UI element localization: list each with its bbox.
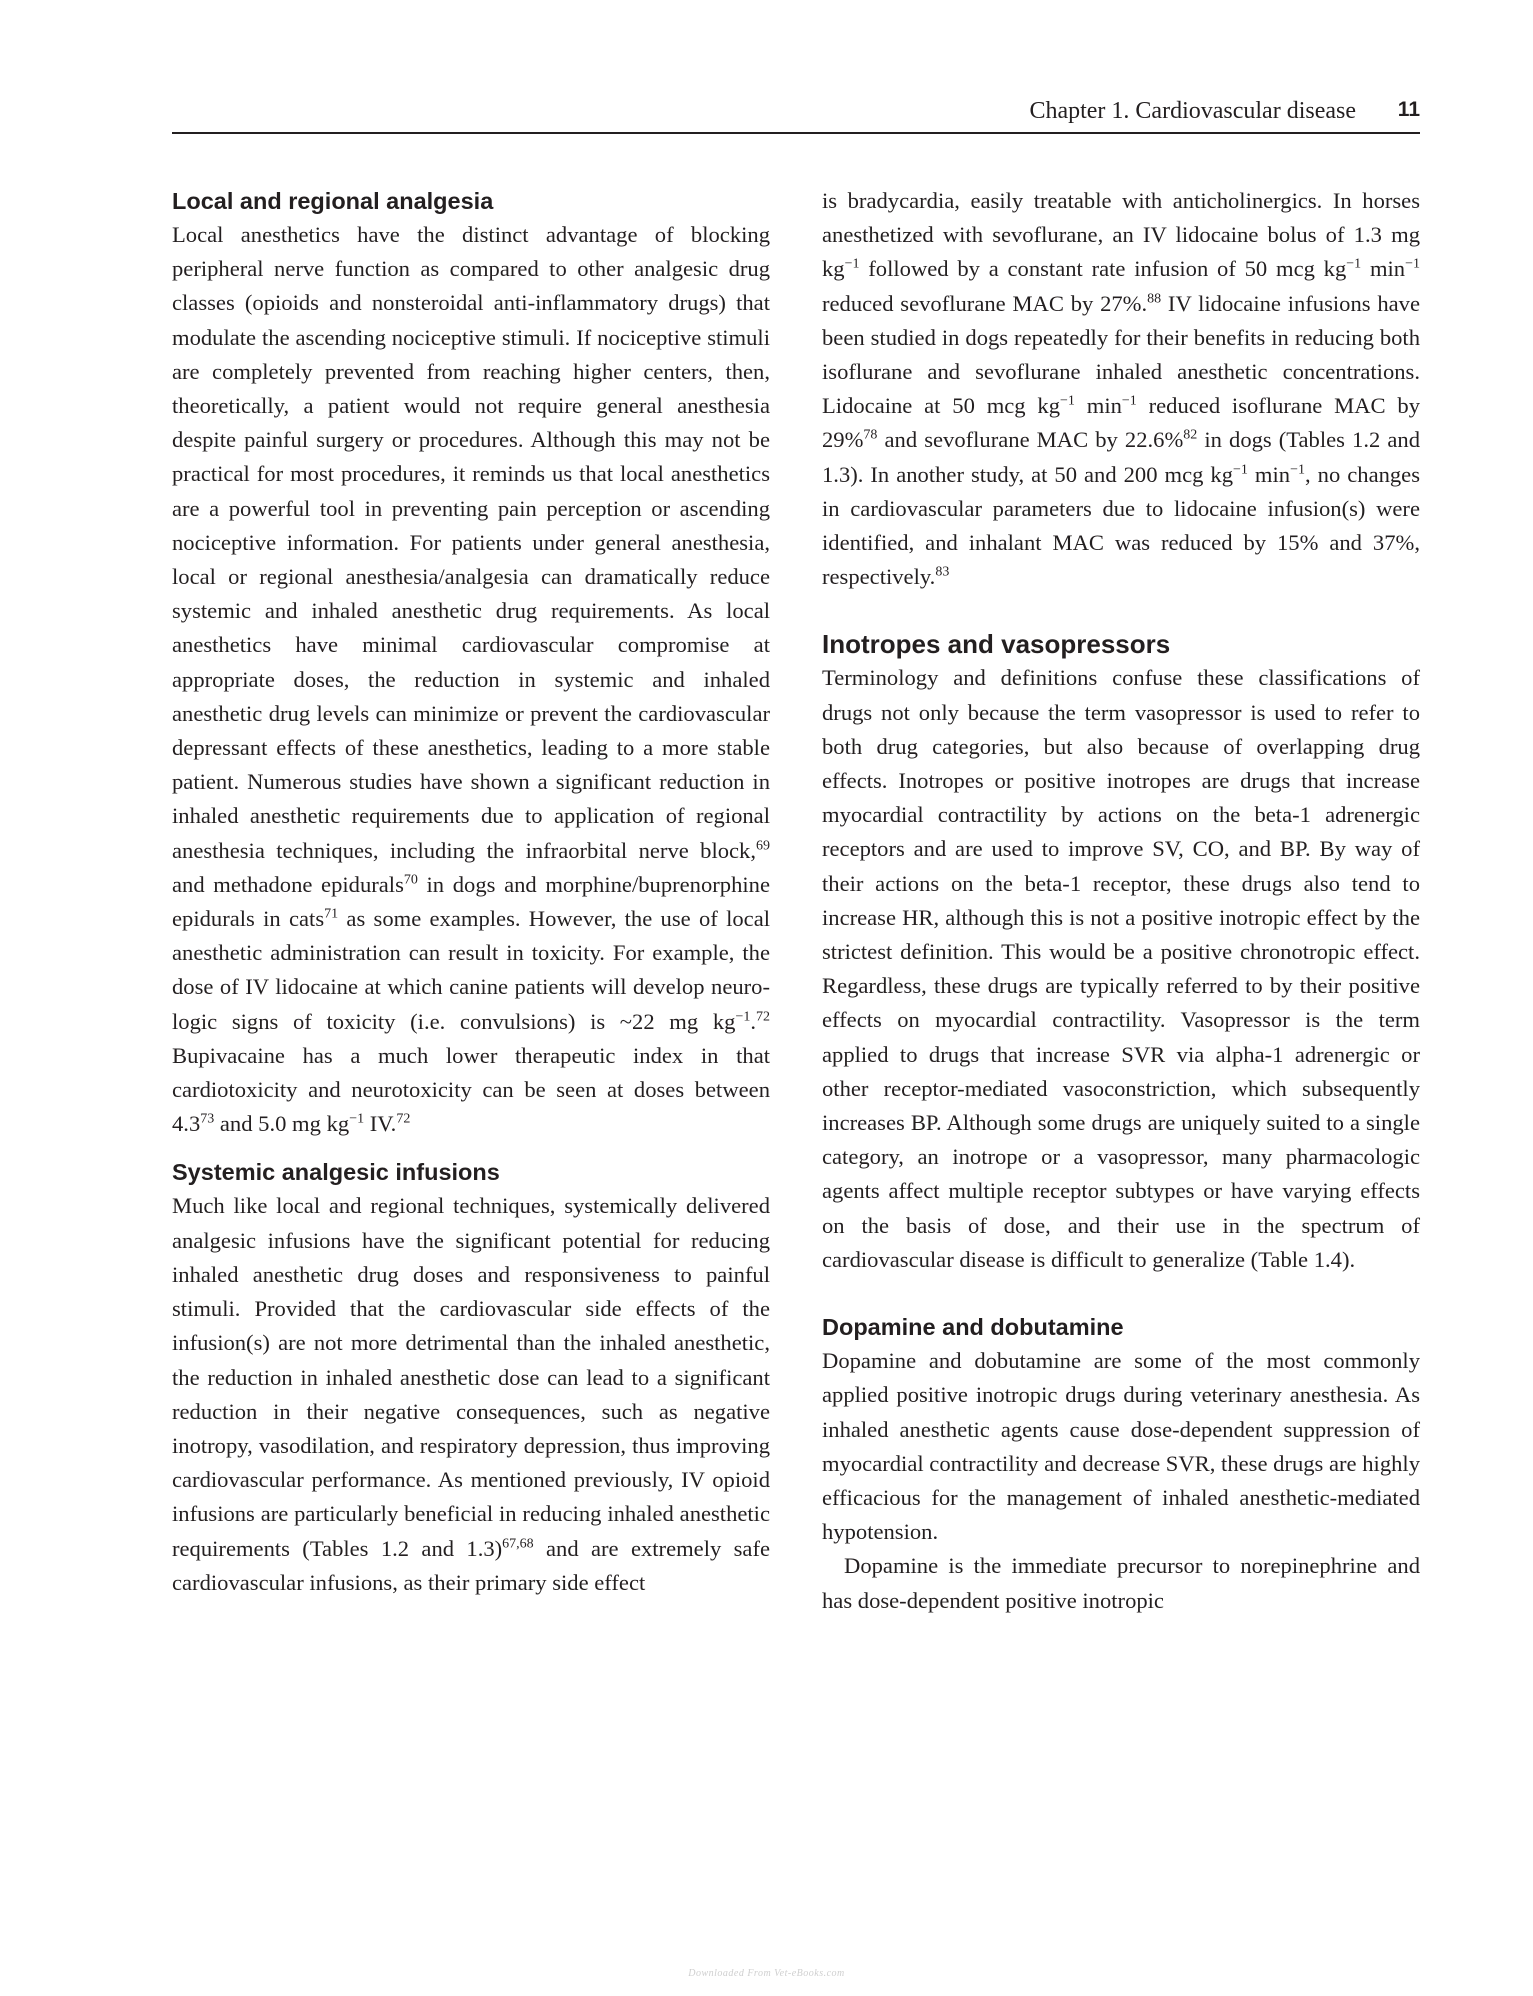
paragraph-systemic-analgesic-infusions: Much like local and regional techniques, systemically delivered analgesic infusions have the significant potential for reducing inhaled anesthetic drug doses and responsiveness to painful stimuli. Provided that the cardiovascular side effects of the infusion(s) are not more detrimental than the inhaled anesthetic, the reduction in inhaled anesthetic dose can lead to a significant reduction in their negative consequences, such as negative inotropy, vasodilation, and respiratory depression, thus improving cardiovascular performance. As mentioned previously, IV opioid infusions are particularly beneficial in reducing inhaled anesthetic requirements (Tables 1.2 and 1.3)$^{67,68}$ and are extremely safe cardiovascular infusions, as their primary side effect: [172, 1193, 770, 1595]
section-heading-local-regional-analgesia: Local and regional analgesia: [172, 188, 494, 214]
exponent: −1: [1405, 256, 1420, 272]
right-column: [822, 184, 1420, 1618]
citation: 73: [200, 1111, 215, 1127]
citation: 88: [1147, 290, 1162, 306]
paragraph-inotropes-vasopressors: Terminology and definitions confuse these classifications of drugs not only because the term vasopressor is used to refer to both drug categories, but also because of overlapping drug effects. Inotropes or positive inotropes are drugs that increase myocardial contractility by actions on the beta-1 adrenergic receptors and are used to improve SV, CO, and BP. By way of their actions on the beta-1 receptor, these drugs also tend to increase HR, although this is not a positive inotropic effect by the strictest definition. This would be a positive chronotropic effect. Regardless, these drugs are typically referred to by their positive effects on myocardial contractility. Vasopressor is the term applied to drugs that increase SVR via alpha-1 adrenergic or other receptor-mediated vasoconstriction, which subsequently increases BP. Although some drugs are uniquely suited to a single category, an inotrope or a vasopressor, many pharmacologic agents affect multiple receptor subtypes or have varying effects on the basis of dose, and their use in the spectrum of cardiovascular disease is difficult to generalize (Table 1.4).: [822, 665, 1420, 1272]
citation: 72: [756, 1009, 770, 1024]
citation: 71: [324, 906, 339, 922]
exponent: −1: [1290, 461, 1305, 477]
exponent: −1: [1060, 393, 1075, 409]
exponent: −1: [1233, 461, 1248, 477]
exponent: −1: [349, 1111, 365, 1127]
citation: 67,68: [502, 1535, 534, 1551]
citation: 72: [396, 1111, 411, 1127]
exponent: −1: [1346, 256, 1362, 272]
paragraph-lidocaine-continued: is bradycardia, easily treatable with anticholinergics. In horses anesthetized with sevoflurane, an IV lidocaine bolus of 1.3 mg $kg^{-1}$ followed by a constant rate infusion of 50 mcg $kg^{-1}$ $\min^{-1}$ reduced sevoflurane MAC by 27%.$^{88}$ IV lidocaine infusions have been studied in dogs repeatedly for their benefits in reducing both isoflurane and sevoflurane inhaled anesthetic concentrations. Lidocaine at 50 mcg $kg^{-1}$ $\min^{-1}$ reduced isoflurane MAC by 29%$^{78}$ and sevoflurane MAC by 22.6%$^{82}$ in dogs (Tables 1.2 and 1.3). In another study, at 50 and 200 mcg $kg^{-1}$ $\min^{-1}$, no changes in cardiovascular parameters due to lidocaine infusion(s) were identified, and inhalant MAC was reduced by 15% and 37%, respectively.$^{83}$: [822, 188, 1421, 590]
running-header: [172, 96, 1420, 134]
citation: 83: [935, 564, 950, 580]
section-heading-dopamine-dobutamine: Dopamine and dobutamine: [822, 1314, 1124, 1341]
section-heading-systemic-analgesic-infusions: Systemic analgesic infusions: [172, 1159, 500, 1186]
exponent: −1: [844, 256, 860, 272]
exponent: −1: [735, 1009, 751, 1024]
citation: 69: [756, 837, 770, 853]
citation: 78: [863, 427, 878, 443]
paragraph-dopamine: Dopamine is the immediate precursor to norepinephrine and has dose-dependent positive inotropic: [822, 1553, 1420, 1613]
chapter-title: Chapter 1. Cardiovascular disease: [1029, 98, 1356, 124]
exponent: −1: [1121, 393, 1137, 409]
section-heading-inotropes-vasopressors: Inotropes and vasopressors: [822, 629, 1171, 660]
citation: 70: [403, 872, 418, 888]
page-number: 11: [1397, 98, 1420, 121]
download-watermark: Downloaded From Vet-eBooks.com: [688, 1968, 845, 1979]
citation: 82: [1183, 427, 1198, 443]
paragraph-local-regional-analgesia: Local anesthetics have the distinct advantage of blocking peripheral nerve function as compared to other analgesic drug classes (opioids and nonsteroidal anti-inflammatory drugs) that modulate the ascending nociceptive stimuli. If nociceptive stimuli are completely prevented from reaching higher centers, then, theoretically, a patient would not require general anesthesia despite painful surgery or procedures. Although this may not be practical for most procedures, it reminds us that local anesthetics are a powerful tool in preventing pain perception or ascending nociceptive information. For patients under general anesthesia, local or regional anesthesia/analgesia can dramatically reduce systemic and inhaled anesthetic drug requirements. As local anesthetics have minimal cardiovascular compromise at appropriate doses, the reduction in systemic and inhaled anesthetic drug levels can minimize or prevent the cardiovascular depressant effects of these anesthetics, leading to a more stable patient. Numerous studies have shown a significant reduction in inhaled anesthetic requirements due to application of regional anesthesia techniques, including the infraorbital nerve block,$^{69}$ and methadone epidurals$^{70}$ in dogs and morphine/buprenorphine epidurals in cats$^{71}$ as some examples. However, the use of local anesthetic administration can result in toxicity. For example, the dose of IV lidocaine at which canine patients will develop neurologic signs of toxicity (i.e. convulsions) is ~22 mg $kg^{-1}.^{72}$ Bupivacaine has a much lower therapeutic index in that cardiotoxicity and neurotoxicity can be seen at doses between $4.3^{73}$ and 5.0 mg $kg^{-1}$ IV.$^{72}$: [172, 222, 770, 1137]
left-column: [172, 184, 770, 1600]
paragraph-dopamine-dobutamine: Dopamine and dobutamine are some of the most commonly applied positive inotropic drugs during veterinary anesthesia. As inhaled anesthetic agents cause dose-dependent suppression of myocardial contractility and decrease SVR, these drugs are highly efficacious for the management of inhaled anesthetic-mediated hypotension.: [822, 1348, 1420, 1545]
